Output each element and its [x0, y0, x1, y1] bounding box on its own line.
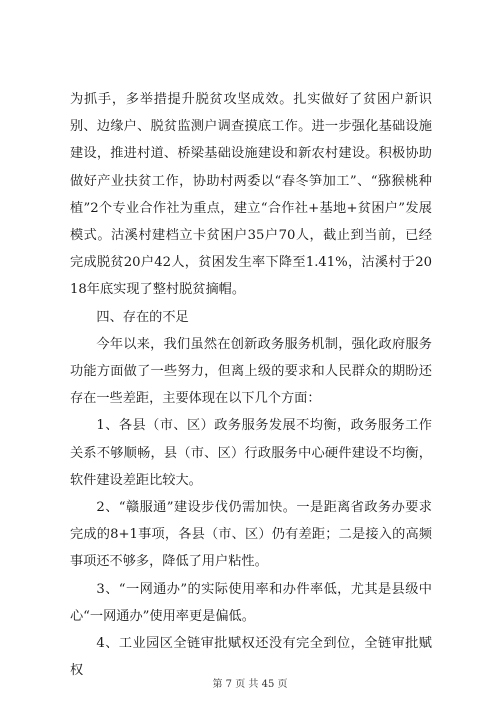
document-body [70, 86, 432, 684]
list-item-4: 4、工业园区全链审批赋权还没有完全到位，全链审批赋权 [70, 636, 432, 679]
list-item-1: 1、各县（市、区）政务服务发展不均衡，政务服务工作关系不够顺畅，县（市、区）行政服务中心硬件建设不均衡，软件建设差距比较大。 [70, 418, 432, 488]
section-heading-shortcomings: 四、存在的不足 [96, 309, 189, 325]
paragraph-poverty-alleviation: 为抓手，多举措提升脱贫攻坚成效。扎实做好了贫困户新识别、边缘户、脱贫监测户调查摸底工作。进一步强化基础设施建设，推进村道、桥梁基础设施建设和新农村建设。积极协助做好产业扶贫工作，协助村两委以“春冬笋加工”、“猕猴桃种植”2个专业合作社为重点，建立“合作社+基地+贫困户”发展模式。沽溪村建档立卡贫困户35户70人，截止到当前，已经完成脱贫20户42人，贫困发生率下降至1.41%，沽溪村于2018年底实现了整村脱贫摘帽。 [70, 92, 432, 298]
list-item-2: 2、“赣服通”建设步伐仍需加快。一是距离省政务办要求完成的8+1事项，各县（市、区）仍有差距；二是接入的高频事项还不够多，降低了用户粘性。 [70, 500, 432, 570]
paragraph-shortcomings-intro: 今年以来，我们虽然在创新政务服务机制，强化政府服务功能方面做了一些努力，但离上级的要求和人民群众的期盼还存在一些差距，主要体现在以下几个方面： [70, 336, 432, 407]
list-item-3: 3、“一网通办”的实际使用率和办件率低，尤其是县级中心“一网通办”使用率更是偏低。 [70, 581, 432, 624]
page-number-footer: 第 7 页 共 45 页 [212, 679, 288, 690]
